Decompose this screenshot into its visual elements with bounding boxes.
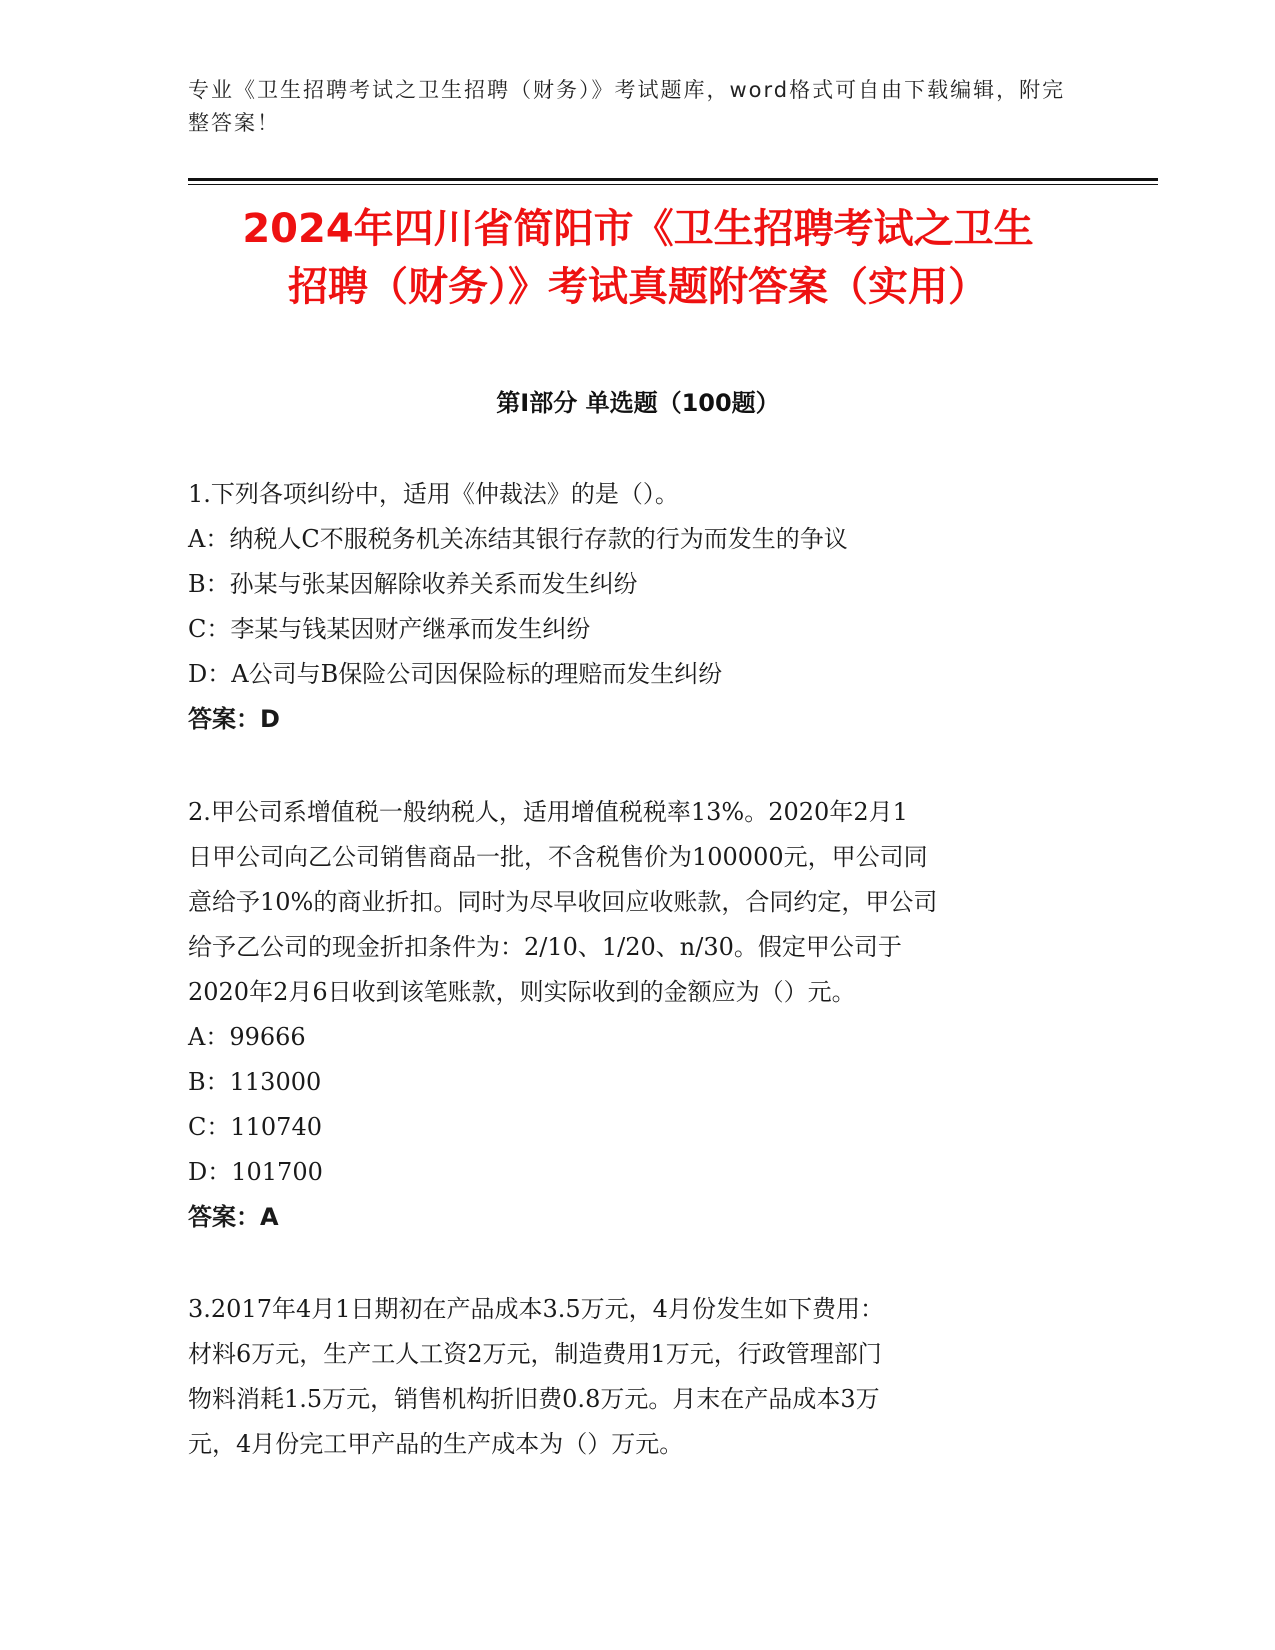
option-c: C：110740 (188, 1113, 322, 1141)
question-stem-line: 3.2017年4月1日期初在产品成本3.5万元，4月份发生如下费用： (188, 1295, 884, 1323)
question-stem-line: 物料消耗1.5万元，销售机构折旧费0.8万元。月末在产品成本3万 (188, 1385, 880, 1413)
question-stem-line: 材料6万元，生产工人工资2万元，制造费用1万元，行政管理部门 (188, 1340, 882, 1368)
option-c: C：李某与钱某因财产继承而发生纠纷 (188, 615, 591, 643)
question-stem-line: 2.甲公司系增值税一般纳税人，适用增值税税率13%。2020年2月1 (188, 798, 908, 826)
question-3 (188, 1287, 1088, 1467)
question-stem-line: 日甲公司向乙公司销售商品一批，不含税售价为100000元，甲公司同 (188, 843, 928, 871)
answer: 答案：D (188, 705, 280, 733)
question-1 (188, 472, 1088, 742)
header-rule-thin (188, 184, 1158, 185)
header-rule-thick (188, 178, 1158, 181)
document-title (188, 200, 1088, 316)
section-title: 第I部分 单选题（100题） (496, 389, 780, 417)
question-stem-line: 元，4月份完工甲产品的生产成本为（）万元。 (188, 1430, 684, 1458)
header-note: 专业《卫生招聘考试之卫生招聘（财务）》考试题库，word格式可自由下载编辑，附完整答案！ (188, 78, 1066, 135)
option-d: D：101700 (188, 1158, 323, 1186)
title-line-1: 2024年四川省简阳市《卫生招聘考试之卫生 (242, 206, 1034, 252)
question-stem-line: 1.下列各项纠纷中，适用《仲裁法》的是（）。 (188, 480, 679, 508)
option-a: A：纳税人C不服税务机关冻结其银行存款的行为而发生的争议 (188, 525, 848, 553)
question-stem-line: 2020年2月6日收到该笔账款，则实际收到的金额应为（）元。 (188, 978, 856, 1006)
option-b: B：113000 (188, 1068, 322, 1096)
option-a: A：99666 (188, 1023, 306, 1051)
question-stem-line: 意给予10%的商业折扣。同时为尽早收回应收账款，合同约定，甲公司 (188, 888, 938, 916)
question-stem-line: 给予乙公司的现金折扣条件为：2/10、1/20、n/30。假定甲公司于 (188, 933, 902, 961)
title-line-2: 招聘（财务）》考试真题附答案（实用） (288, 264, 988, 310)
answer: 答案：A (188, 1203, 279, 1231)
option-b: B：孙某与张某因解除收养关系而发生纠纷 (188, 570, 638, 598)
question-2 (188, 790, 1088, 1240)
option-d: D：A公司与B保险公司因保险标的理赔而发生纠纷 (188, 660, 723, 688)
